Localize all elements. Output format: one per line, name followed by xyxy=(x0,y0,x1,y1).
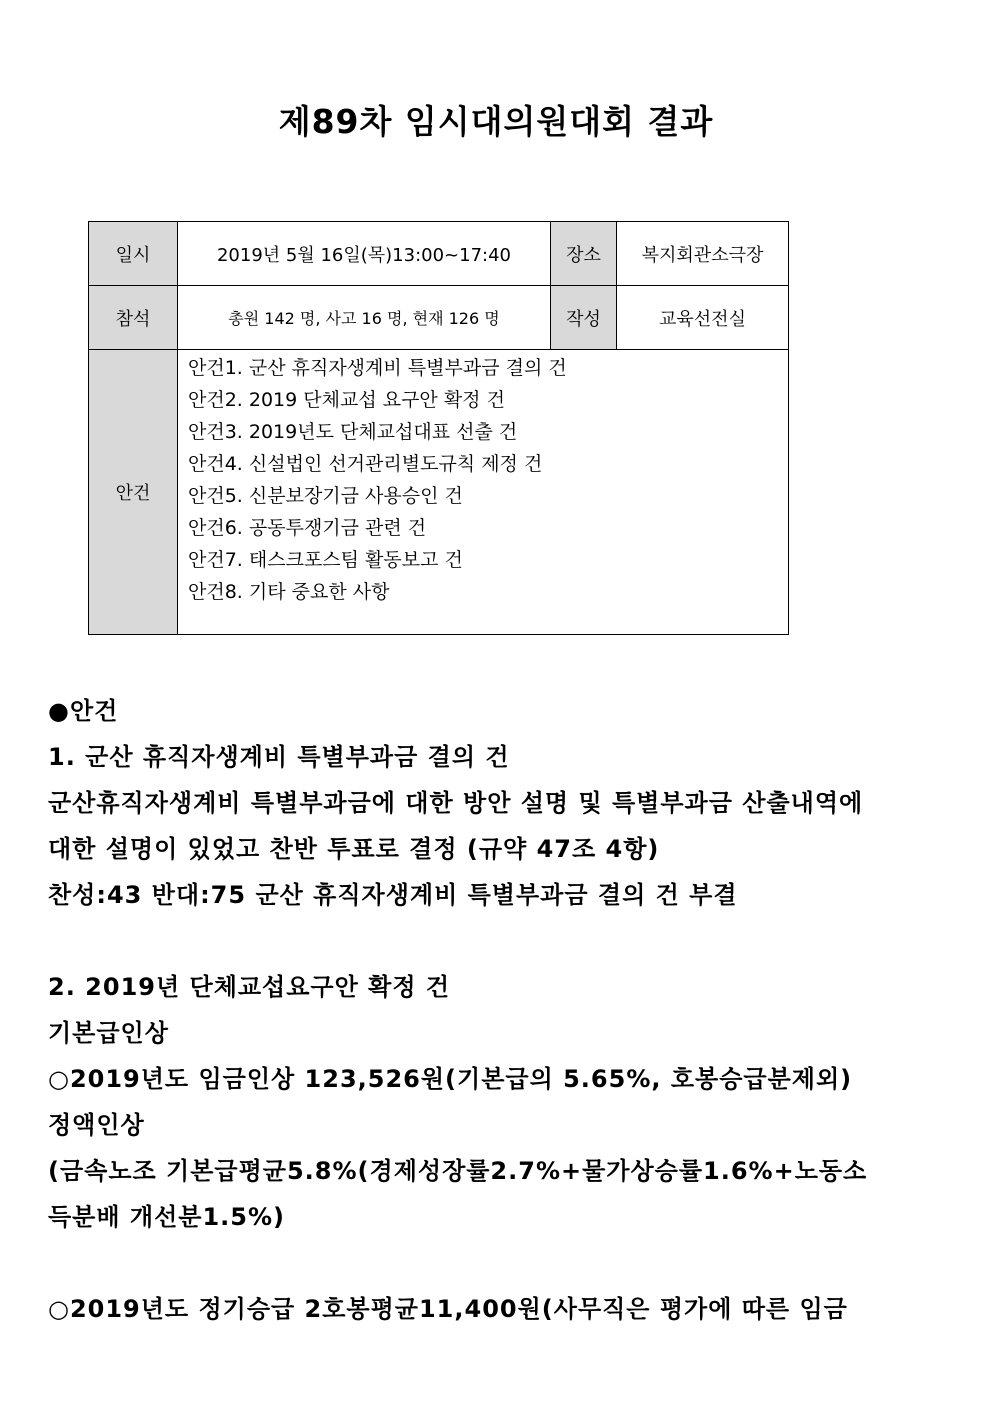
item1-description-line2: 대한 설명이 있었고 찬반 투표로 결정 (규약 47조 4항) xyxy=(48,835,660,863)
item2-line2: 정액인상 xyxy=(48,1111,145,1139)
item2-line4: 득분배 개선분1.5%) xyxy=(48,1203,285,1231)
place-label: 장소 xyxy=(551,222,617,286)
date-value: 2019년 5월 16일(목)13:00~17:40 xyxy=(178,222,551,286)
agenda-item: 안건7. 태스크포스팀 활동보고 건 xyxy=(188,549,463,571)
agenda-item: 안건4. 신설법인 선거관리별도규칙 제정 건 xyxy=(188,453,543,475)
minutes-body xyxy=(48,688,948,1332)
spacer xyxy=(48,918,948,964)
attendance-label: 참석 xyxy=(89,286,178,350)
agenda-item: 안건1. 군산 휴직자생계비 특별부과금 결의 건 xyxy=(188,357,567,379)
agenda-item: 안건2. 2019 단체교섭 요구안 확정 건 xyxy=(188,389,505,411)
meeting-info-table xyxy=(88,221,789,635)
item2-line3: (금속노조 기본급평균5.8%(경제성장률2.7%+물가상승률1.6%+노동소 xyxy=(48,1157,868,1185)
attendance-value: 총원 142 명, 사고 16 명, 현재 126 명 xyxy=(178,286,551,350)
item2-line5: ○2019년도 정기승급 2호봉평균11,400원(사무직은 평가에 따른 임금 xyxy=(48,1295,848,1323)
agenda-label: 안건 xyxy=(89,350,178,635)
agenda-item: 안건3. 2019년도 단체교섭대표 선출 건 xyxy=(188,421,518,443)
agenda-list xyxy=(178,350,789,635)
info-row-date xyxy=(89,222,789,286)
item1-description-line1: 군산휴직자생계비 특별부과금에 대한 방안 설명 및 특별부과금 산출내역에 xyxy=(48,789,864,817)
item1-vote-result: 찬성:43 반대:75 군산 휴직자생계비 특별부과금 결의 건 부결 xyxy=(48,881,738,909)
item2-heading: 2. 2019년 단체교섭요구안 확정 건 xyxy=(48,973,451,1001)
writer-value: 교육선전실 xyxy=(617,286,789,350)
item1-heading: 1. 군산 휴직자생계비 특별부과금 결의 건 xyxy=(48,743,510,771)
agenda-item: 안건8. 기타 중요한 사항 xyxy=(188,581,390,603)
place-value: 복지회관소극장 xyxy=(617,222,789,286)
writer-label: 작성 xyxy=(551,286,617,350)
section-heading: ●안건 xyxy=(48,697,119,725)
date-label: 일시 xyxy=(89,222,178,286)
item2-subheading: 기본급인상 xyxy=(48,1019,169,1047)
item2-line1: ○2019년도 임금인상 123,526원(기본급의 5.65%, 호봉승급분제외) xyxy=(48,1065,853,1093)
page-title: 제89차 임시대의원대회 결과 xyxy=(278,102,714,141)
spacer xyxy=(48,1240,948,1286)
info-row-agenda xyxy=(89,350,789,635)
agenda-item: 안건5. 신분보장기금 사용승인 건 xyxy=(188,485,463,507)
agenda-item: 안건6. 공동투쟁기금 관련 건 xyxy=(188,517,427,539)
info-row-attendance xyxy=(89,286,789,350)
